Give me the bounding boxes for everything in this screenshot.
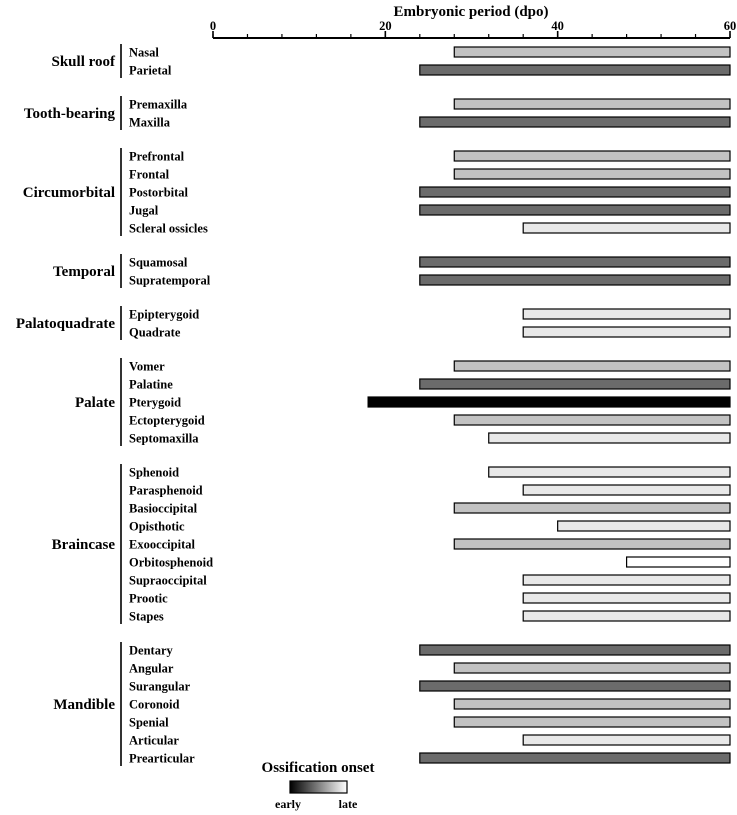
bone-label: Prefrontal xyxy=(129,149,185,164)
onset-bar xyxy=(420,65,730,75)
bone-label: Spenial xyxy=(129,715,169,730)
legend-late-label: late xyxy=(338,797,358,811)
bone-label: Supratemporal xyxy=(129,273,211,288)
legend-title: Ossification onset xyxy=(261,760,375,776)
onset-bar xyxy=(420,187,730,197)
legend xyxy=(262,760,375,811)
bone-label: Premaxilla xyxy=(129,97,188,112)
group-label: Temporal xyxy=(53,264,115,280)
group-label: Braincase xyxy=(51,537,115,553)
onset-bar xyxy=(454,415,730,425)
bone-rows xyxy=(129,46,730,766)
group-label: Skull roof xyxy=(51,54,115,70)
onset-bar xyxy=(420,205,730,215)
bone-label: Parietal xyxy=(129,63,172,78)
onset-bar xyxy=(489,467,730,477)
onset-bar xyxy=(420,681,730,691)
group-label: Palate xyxy=(75,395,115,411)
bone-label: Jugal xyxy=(129,203,159,218)
bone-label: Prearticular xyxy=(129,751,195,766)
bone-label: Articular xyxy=(129,733,179,748)
onset-bar xyxy=(523,611,730,621)
x-axis-title: Embryonic period (dpo) xyxy=(393,4,549,20)
bone-label: Vomer xyxy=(129,359,165,374)
bone-label: Orbitosphenoid xyxy=(129,555,214,570)
bone-label: Quadrate xyxy=(129,325,181,340)
bone-label: Dentary xyxy=(129,643,173,658)
onset-bar xyxy=(454,151,730,161)
onset-bar xyxy=(523,223,730,233)
bone-label: Nasal xyxy=(129,45,159,60)
onset-bar xyxy=(523,593,730,603)
bone-label: Supraoccipital xyxy=(129,573,207,588)
bone-label: Palatine xyxy=(129,377,173,392)
onset-bar xyxy=(489,433,730,443)
onset-bar xyxy=(454,99,730,109)
bone-label: Epipterygoid xyxy=(129,307,200,322)
bone-label: Postorbital xyxy=(129,185,189,200)
bone-label: Surangular xyxy=(129,679,191,694)
onset-bar xyxy=(420,275,730,285)
x-tick-label: 0 xyxy=(209,19,217,33)
group-label: Circumorbital xyxy=(22,185,115,201)
onset-bar xyxy=(420,117,730,127)
bone-label: Ectopterygoid xyxy=(129,413,205,428)
group-label: Mandible xyxy=(53,697,115,713)
onset-bar xyxy=(523,485,730,495)
bone-label: Sphenoid xyxy=(129,465,180,480)
bone-label: Angular xyxy=(129,661,174,676)
bone-label: Squamosal xyxy=(129,255,188,270)
onset-bar xyxy=(454,699,730,709)
onset-bar xyxy=(523,309,730,319)
bone-label: Exooccipital xyxy=(129,537,195,552)
bone-label: Maxilla xyxy=(129,115,170,130)
group-label: Palatoquadrate xyxy=(15,316,115,332)
x-axis xyxy=(210,19,736,38)
onset-bar xyxy=(523,735,730,745)
onset-bar xyxy=(454,663,730,673)
bone-label: Basioccipital xyxy=(129,501,198,516)
onset-bar xyxy=(454,503,730,513)
bone-label: Stapes xyxy=(129,609,164,624)
x-tick-label: 40 xyxy=(551,19,564,33)
onset-bar xyxy=(454,47,730,57)
bone-label: Scleral ossicles xyxy=(129,221,208,236)
onset-bar xyxy=(420,257,730,267)
onset-bar xyxy=(523,575,730,585)
x-tick-label: 20 xyxy=(379,19,392,33)
onset-bar xyxy=(558,521,730,531)
bone-label: Prootic xyxy=(129,591,168,606)
onset-bar xyxy=(454,361,730,371)
x-tick-label: 60 xyxy=(723,19,737,33)
bone-label: Frontal xyxy=(129,167,170,182)
bone-label: Septomaxilla xyxy=(129,431,199,446)
onset-bar xyxy=(454,717,730,727)
onset-bar xyxy=(368,397,730,407)
onset-bar xyxy=(420,379,730,389)
onset-bar xyxy=(454,169,730,179)
onset-bar xyxy=(627,557,730,567)
bone-label: Coronoid xyxy=(129,697,180,712)
onset-bar xyxy=(523,327,730,337)
legend-gradient-bar xyxy=(290,781,347,793)
bone-label: Pterygoid xyxy=(129,395,182,410)
group-brackets xyxy=(16,44,121,766)
onset-bar xyxy=(420,645,730,655)
onset-bar xyxy=(420,753,730,763)
bone-label: Parasphenoid xyxy=(129,483,203,498)
group-label: Tooth-bearing xyxy=(23,106,115,122)
onset-bar xyxy=(454,539,730,549)
legend-early-label: early xyxy=(275,797,301,811)
bone-label: Opisthotic xyxy=(129,519,185,534)
